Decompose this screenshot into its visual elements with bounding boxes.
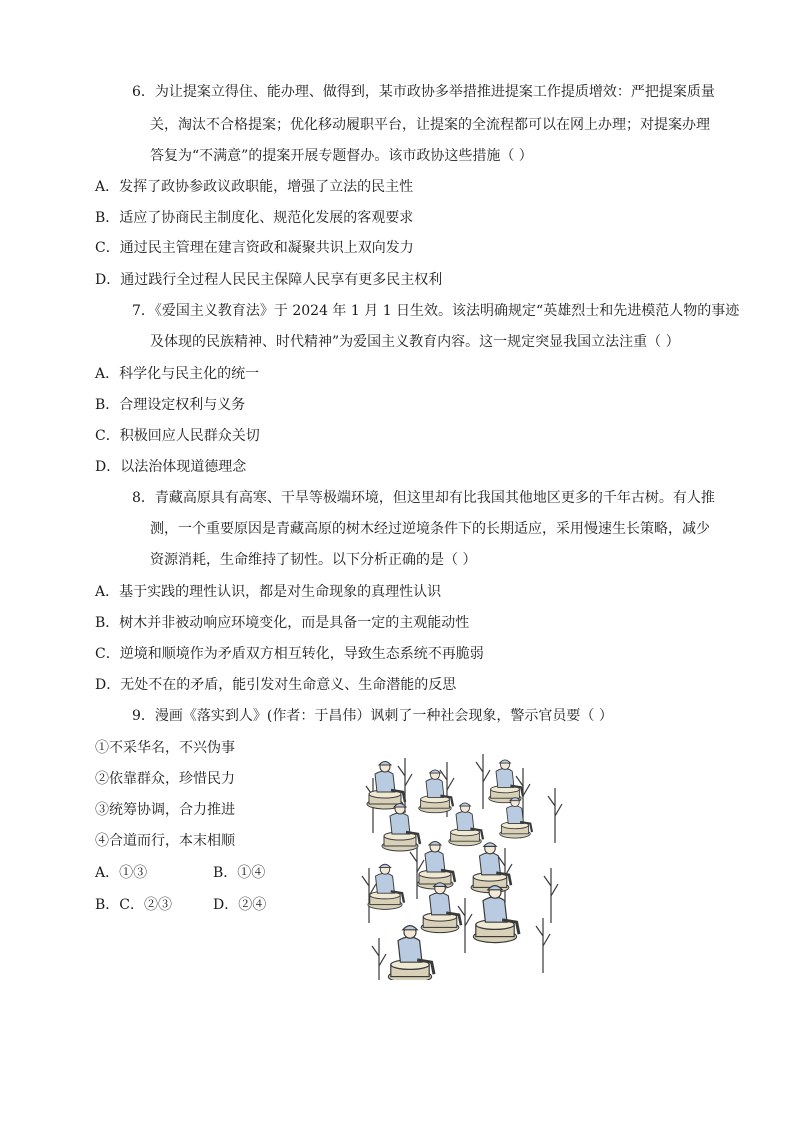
q9-choice-c: B．C．②③ xyxy=(95,897,172,913)
seated-figure-11 xyxy=(388,926,434,980)
seated-figure-9 xyxy=(421,883,461,933)
sapling-3 xyxy=(476,754,490,809)
q9-choice-a: A．①③ xyxy=(95,865,148,881)
q7-option-a: A．科学化与民主化的统一 xyxy=(95,366,260,382)
q9-choice-d: D．②④ xyxy=(213,897,267,913)
q7-stem-line-1: 7．《爱国主义教育法》于 2024 年 1 月 1 日生效。该法明确规定“英雄烈士和先进模范人物的事迹 xyxy=(132,303,740,319)
q6-option-a: A．发挥了政协参政议政职能，增强了立法的民主性 xyxy=(95,179,414,195)
q6-stem-line-3: 答复为“不满意”的提案开展专题督办。该市政协这些措施（ ） xyxy=(150,148,533,164)
q8-stem-line-1: 8．青藏高原具有高寒、干旱等极端环境，但这里却有比我国其他地区更多的千年古树。有人推 xyxy=(132,490,715,506)
q7-stem-line-2: 及体现的民族精神、时代精神”为爱国主义教育内容。这一规定突显我国立法注重（ ） xyxy=(150,334,680,350)
q6-option-b: B．适应了协商民主制度化、规范化发展的客观要求 xyxy=(95,210,414,226)
q9-statement-4: ④合道而行，本末相顺 xyxy=(95,833,235,849)
q8-option-d: D．无处不在的矛盾，能引发对生命意义、生命潜能的反思 xyxy=(95,677,457,693)
q8-option-a: A．基于实践的理性认识，都是对生命现象的真理性认识 xyxy=(95,584,442,600)
q6-stem-line-2: 关，淘汰不合格提案；优化移动履职平台，让提案的全流程都可以在网上办理；对提案办理 xyxy=(150,117,710,133)
q9-statement-2: ②依靠群众，珍惜民力 xyxy=(95,771,235,787)
q7-option-b: B．合理设定权利与义务 xyxy=(95,397,246,413)
q8-stem-line-3: 资源消耗，生命维持了韧性。以下分析正确的是（ ） xyxy=(150,552,477,568)
q8-option-c: C．逆境和顺境作为矛盾双方相互转化，导致生态系统不再脆弱 xyxy=(95,646,484,662)
sapling-5 xyxy=(548,788,562,843)
seated-figure-4 xyxy=(449,803,483,846)
q9-stem: 9．漫画《落实到人》(作者：于昌伟）讽刺了一种社会现象，警示官员要（ ） xyxy=(132,708,613,724)
sapling-10 xyxy=(372,938,386,980)
seated-figure-8 xyxy=(368,864,404,909)
q6-option-d: D．通过践行全过程人民民主保障人民享有更多民主权利 xyxy=(95,272,443,288)
q7-option-d: D．以法治体现道德理念 xyxy=(95,459,247,475)
q9-statement-3: ③统筹协调，合力推进 xyxy=(95,802,235,818)
q6-option-c: C．通过民主管理在建言资政和凝聚共识上双向发力 xyxy=(95,240,414,256)
seated-figure-5 xyxy=(500,798,532,838)
q8-option-b: B．树木并非被动响应环境变化，而是具备一定的主观能动性 xyxy=(95,615,470,631)
seated-figure-2 xyxy=(489,760,523,803)
q8-stem-line-2: 测，一个重要原因是青藏高原的树木经过逆境条件下的长期适应，采用慢速生长策略，减少 xyxy=(150,521,710,537)
cartoon-people-on-stumps-icon xyxy=(355,748,565,980)
seated-figure-6 xyxy=(417,842,455,890)
seated-figure-10 xyxy=(473,886,519,943)
sapling-9 xyxy=(544,868,558,923)
seated-figure-1 xyxy=(419,770,453,813)
seated-figure-3 xyxy=(382,804,420,852)
sapling-11 xyxy=(458,898,472,953)
q6-stem-line-1: 6．为让提案立得住、能办理、做得到，某市政协多举措推进提案工作提质增效：严把提案质量 xyxy=(132,84,715,100)
q7-option-c: C．积极回应人民群众关切 xyxy=(95,428,260,444)
q9-choice-b: B．①④ xyxy=(213,865,266,881)
cartoon-illustration xyxy=(355,748,565,980)
sapling-12 xyxy=(536,918,550,973)
q9-statement-1: ①不采华名，不兴伪事 xyxy=(95,740,235,756)
